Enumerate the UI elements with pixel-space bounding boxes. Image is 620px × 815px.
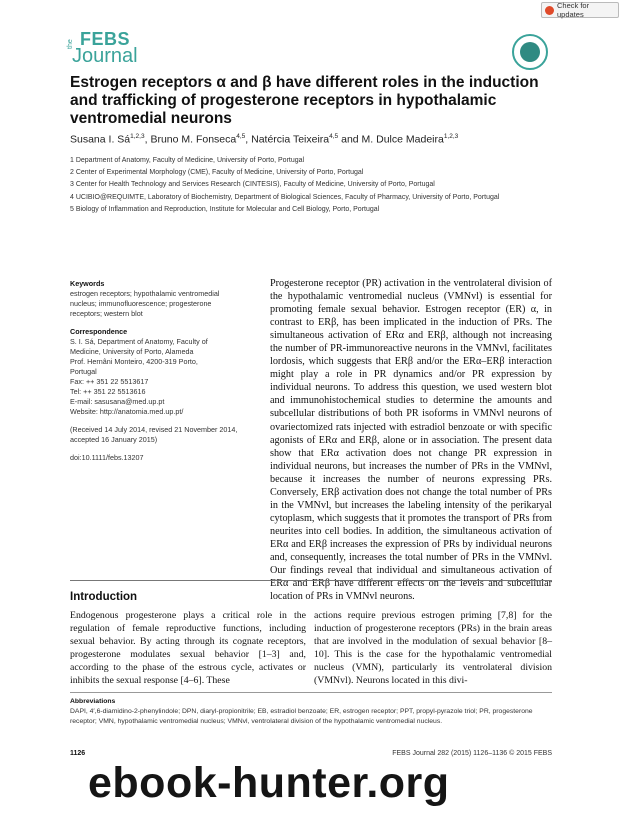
abbreviations-divider [70, 692, 552, 693]
correspondence-line: Tel: ++ 351 22 5513616 [70, 387, 146, 396]
correspondence-heading: Correspondence [70, 327, 128, 336]
article-title: Estrogen receptors α and β have different roles in the induction and trafficking of progesterone receptors in hypothalamic ventromedial neurons [70, 74, 539, 127]
affiliation: 4 UCIBIO@REQUIMTE, Laboratory of Biochemistry, Department of Biological Sciences, Faculty of Pharmacy, University of Porto, Portugal [70, 193, 500, 201]
logo-word: Journal [72, 45, 138, 67]
introduction-column-2: actions require previous estrogen priming [7,8] for the induction of progesterone receptors (PRs) in the brain areas that are involved in the modulation of sexual behavior [8–10]. This is the case for the hypothalamic ventromedial nucleus (VMN), particularly its ventrolateral division (VMNvl). Neurons located in this divi- [314, 610, 552, 687]
author-list: Susana I. Sá$^{1,2,3}$, Bruno M. Fonseca$^{4,5}$, Natércia Teixeira$^{4,5}$ and M. Dulce Madeira$^{1,2,3}$ [70, 133, 459, 146]
affiliation: 1 Department of Anatomy, Faculty of Medicine, University of Porto, Portugal [70, 157, 305, 164]
introduction-column-1: Endogenous progesterone plays a critical role in the regulation of female reproductive functions, including sexual behavior. By acting through its cognate receptors, progesterone modulates sexual behavior [1–3] and, according to the phase of the estrous cycle, activates or inhibits the sexual response [4–6]. These [70, 610, 306, 687]
received-dates: (Received 14 July 2014, revised 21 November 2014, accepted 16 January 2015) [70, 425, 238, 444]
page-number: 1126 [70, 750, 86, 757]
check-for-updates-button[interactable] [541, 2, 619, 18]
abstract: Progesterone receptor (PR) activation in the ventrolateral division of the hypothalamic ventromedial nucleus (VMNvl) is essential for promoting female sexual behavior. Estrogen receptor (ER) α, in contrast to ERβ, has been implicated in the induction of PRs. The simultaneous activation of ERα and ERβ, although not increasing the number of PR-immunoreactive neurons in the VMNvl, facilitates lordosis, which suggests that ERβ and/or the ERα–ERβ interaction might play a role in PR dynamics and/or PR expression by individual neurons. To address this question, we used western blot and immunohistochemical studies to determine the amounts and subcellular distributions of both PR isoforms in VMNvl neurons of ovariectomized rats injected with estradiol benzoate or with specific agonists of ERα and ERβ, alone or in association. The present data show that ERα activation does not change PR expression in individual neurons, but increases the number of PRs in the VMNvl, because it increases the number of neurons expressing PRs. Conversely, ERβ activation does not change the total number of PRs in the VMNvl, but increases the labeling intensity of the perikaryal cytoplasm, which suggests that it promotes the transport of PRs from neurites into cell bodies. In addition, the simultaneous activation of ERα and ERβ increases the expression of PRs by individual neurons and, consequently, increases the total number of PRs in the VMNvl. Our findings reveal that individual and simultaneous activation of ERα and ERβ have different effects on the levels and subcellular location of PRs in VMNvl neurons. [270, 278, 552, 603]
abbreviations-heading: Abbreviations [70, 698, 116, 705]
affiliation: 5 Biology of Inflammation and Reproduction, Institute for Molecular and Cell Biology, Porto, Portugal [70, 205, 380, 213]
section-divider [70, 580, 552, 581]
introduction-heading: Introduction [70, 591, 138, 603]
author-affil: 4,5 [329, 133, 339, 140]
email-link[interactable]: E-mail: sasusana@med.up.pt [70, 397, 165, 406]
correspondence-line: Medicine, University of Porto, Alameda [70, 347, 194, 356]
check-for-updates-label: Check for updates [557, 1, 590, 19]
author: Natércia Teixeira [251, 133, 330, 146]
author: Bruno M. Fonseca [150, 133, 237, 146]
correspondence-line: Prof. Hernâni Monteiro, 4200-319 Porto, [70, 357, 198, 366]
febs-seal-icon [512, 34, 548, 70]
affiliation: 2 Center of Experimental Morphology (CME), Faculty of Medicine, University of Porto, Portugal [70, 169, 364, 177]
abbreviations [70, 697, 552, 726]
logo-name: FEBS [80, 29, 131, 49]
affiliation: 3 Center for Health Technology and Services Research (CINTESIS), Faculty of Medicine, University of Porto, Portugal [70, 181, 435, 189]
author-affil: 4,5 [236, 133, 246, 140]
affiliations [70, 155, 590, 216]
watermark: ebook-hunter.org [88, 759, 450, 807]
author: M. Dulce Madeira [361, 133, 444, 146]
website-link[interactable]: Website: http://anatomia.med.up.pt/ [70, 407, 184, 416]
abbreviations-text: DAPI, 4′,6-diamidino-2-phenylindole; DPN, diaryl-propionitrile; EB, estradiol benzoate; ER, estrogen receptor; PPT, propyl-pyrazole triol; PR, progesterone receptor; VMN, hypothalamic ventromedial nucleus; VMNvl, ventrolateral division of the hypothalamic ventromedial nucleus. [70, 707, 533, 725]
author-affil: 1,2,3 [130, 133, 145, 140]
footer-citation: FEBS Journal 282 (2015) 1126–1136 © 2015 FEBS [392, 750, 552, 757]
author: Susana I. Sá [70, 133, 131, 146]
doi-link[interactable]: doi:10.1111/febs.13207 [70, 453, 144, 462]
correspondence-line: Fax: ++ 351 22 5513617 [70, 377, 149, 386]
logo-prefix: the [67, 39, 74, 49]
author-affil: 1,2,3 [443, 133, 459, 140]
crossmark-icon [545, 6, 554, 15]
keywords-text: estrogen receptors; hypothalamic ventromedial nucleus; immunofluorescence; progesterone receptors; western blot [70, 289, 220, 318]
correspondence-line: Portugal [70, 367, 97, 376]
keywords-heading: Keywords [70, 279, 105, 288]
correspondence-line: S. I. Sá, Department of Anatomy, Faculty of [70, 337, 208, 346]
article-sidebar [70, 279, 245, 471]
